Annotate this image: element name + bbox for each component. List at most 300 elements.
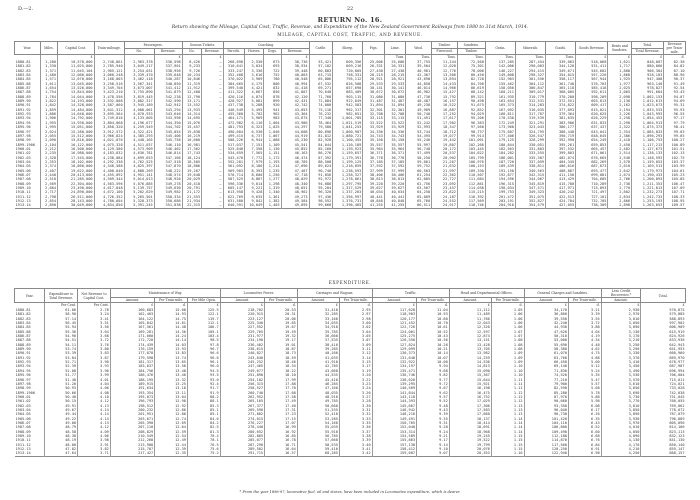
year-cell: 1899-1900 — [15, 142, 35, 147]
table-cell: 386,177 — [546, 125, 576, 129]
table-cell: 324,795 — [515, 130, 545, 134]
table-cell: 9,726 — [182, 69, 201, 73]
table-cell: 114,038 — [457, 186, 485, 190]
table-cell: 10.43 — [417, 334, 450, 338]
table-cell: 1.11 — [491, 378, 524, 382]
table-cell: 1.10 — [491, 373, 524, 377]
table-cell: 57,660 — [297, 438, 339, 442]
table-cell: 1,868 — [608, 73, 632, 77]
table-cell: 585,418 — [576, 86, 608, 90]
table-cell: 78,464 — [309, 121, 333, 125]
table-cell: — — [202, 199, 224, 203]
table-cell: 336,598 — [154, 60, 182, 64]
table-cell: 31,894 — [384, 103, 406, 107]
table-cell: 48,340 — [281, 182, 309, 186]
table-cell: 60,503 — [406, 169, 432, 173]
column-group-header: Sundries. — [457, 42, 485, 49]
table-cell: 1.15 — [491, 438, 524, 442]
table-cell: 55,910 — [297, 430, 339, 434]
table-cell: 413,429 — [546, 177, 576, 181]
table-cell: — — [202, 73, 224, 77]
table-cell: 19.32 — [265, 334, 298, 338]
table-cell: 52.39 — [45, 364, 78, 368]
column-header: Cattle. — [309, 42, 333, 55]
table-cell: 260,740 — [220, 391, 264, 395]
table-cell: 69,140 — [524, 364, 568, 368]
table-cell: 52,410 — [297, 412, 339, 416]
table-cell: 72,560 — [457, 60, 485, 64]
table-cell: 1,088 — [264, 138, 281, 142]
table-cell: 142,006 — [485, 64, 515, 68]
table-cell: 16.57 — [265, 451, 298, 456]
table-cell: 63,507 — [406, 186, 432, 190]
table-cell: 182,563 — [485, 147, 515, 151]
table-cell: 49,273 — [281, 195, 309, 199]
table-cell: 341,412 — [154, 86, 182, 90]
table-cell: 44,858 — [406, 82, 432, 86]
table-cell: 1,242,733 — [632, 195, 664, 199]
table-cell: 129,099 — [372, 347, 416, 351]
table-cell: 17,252 — [432, 112, 458, 116]
table-cell: 17.23 — [265, 412, 298, 416]
table-cell: 21,934 — [182, 199, 201, 203]
table-cell: 2,530 — [245, 60, 264, 64]
table-cell: 35,150 — [363, 138, 385, 142]
table-cell: 95,206 — [457, 116, 485, 120]
table-cell: 624,926 — [641, 334, 686, 338]
table-cell: 4,129,580 — [94, 147, 124, 151]
table-cell: 77,210 — [524, 378, 568, 382]
table-cell: 354,015 — [546, 73, 576, 77]
unit-cell: d. — [155, 303, 188, 309]
table-cell: 922,849 — [333, 99, 363, 103]
table-cell: 1,012,613 — [632, 99, 664, 103]
table-cell: — — [202, 186, 224, 190]
table-cell: 6.26 — [568, 412, 601, 416]
table-cell: 1,235 — [264, 169, 281, 173]
table-cell: 112,180 — [524, 434, 568, 438]
table-cell: 32,708 — [384, 112, 406, 116]
unit-cell: £ — [281, 55, 309, 61]
year-cell: 1909-10 — [15, 433, 31, 438]
table-cell: 9.17 — [417, 438, 450, 442]
table-cell: 392,990 — [546, 138, 576, 142]
table-cell: 108.95 — [664, 199, 686, 203]
table-cell: 4.88 — [568, 356, 601, 360]
table-cell: 90,740 — [309, 169, 333, 173]
table-cell: 31,410 — [297, 308, 339, 312]
table-cell: 2,578 — [608, 160, 632, 164]
table-cell: 201,472 — [485, 195, 515, 199]
table-cell: 19,807 — [432, 143, 458, 147]
table-cell: 96.1 — [187, 360, 220, 364]
table-cell: 56.45 — [45, 321, 78, 325]
table-cell: 1,169,513 — [632, 164, 664, 168]
table-cell: 687,873 — [576, 164, 608, 168]
table-cell: 99.65 — [664, 134, 686, 138]
table-cell: 13.74 — [155, 356, 188, 360]
table-cell: 3.20 — [339, 373, 372, 377]
table-cell: 5.88 — [568, 395, 601, 399]
table-cell: 21,285,000 — [58, 177, 95, 181]
table-cell: 84.2 — [187, 421, 220, 425]
year-cell: 1911-12 — [15, 442, 31, 447]
table-cell: 2,374 — [40, 164, 57, 168]
table-cell: 841,130 — [641, 438, 686, 442]
table-cell: 1,263,653 — [632, 203, 664, 208]
table-cell: 10.21 — [417, 347, 450, 351]
table-cell: 669,216 — [333, 64, 363, 68]
table-cell: 46,285 — [297, 382, 339, 386]
table-cell: 850,140 — [641, 443, 686, 447]
table-cell: 23,092 — [432, 182, 458, 186]
table-cell: 121,452 — [372, 321, 416, 325]
table-cell: 104.61 — [664, 169, 686, 173]
table-cell: 1,621 — [608, 60, 632, 64]
table-cell: 159,687 — [372, 451, 416, 456]
table-cell: 191,634 — [110, 386, 154, 390]
table-cell: 3,530 — [601, 373, 641, 377]
table-cell: 1,337,263 — [333, 190, 363, 194]
table-cell: 176,159 — [110, 347, 154, 351]
table-cell: 1,995 — [40, 125, 57, 129]
table-cell: 3,370 — [601, 356, 641, 360]
table-cell: 417,971 — [546, 186, 576, 190]
table-cell: 145,667 — [372, 404, 416, 408]
table-cell: 9.88 — [417, 369, 450, 373]
table-cell: 12.59 — [155, 430, 188, 434]
table-cell: 15,816,000 — [58, 138, 95, 142]
table-cell: 177,878 — [110, 351, 154, 355]
table-cell: 13.18 — [155, 386, 188, 390]
table-cell: 4,400,840 — [94, 169, 124, 173]
table-cell: 59,752 — [406, 164, 432, 168]
table-cell: 48.79 — [45, 425, 78, 429]
table-cell: 3.39 — [339, 438, 372, 442]
table-cell: 21,997 — [432, 169, 458, 173]
table-cell: 4,448,165 — [124, 138, 154, 142]
table-cell: 196,315 — [485, 182, 515, 186]
table-cell: 351,075 — [515, 195, 545, 199]
table-cell: 340,850 — [154, 82, 182, 86]
table-cell: 3,690 — [601, 391, 641, 395]
table-cell: 1.08 — [491, 343, 524, 347]
table-cell: 5.47 — [568, 378, 601, 382]
table-cell: 43,053 — [281, 108, 309, 112]
table-cell: 94.07 — [664, 95, 686, 99]
table-cell: 192,877 — [485, 173, 515, 177]
table-cell: 10.36 — [417, 338, 450, 342]
table-cell: 1,277 — [264, 177, 281, 181]
table-cell: 287,454 — [515, 60, 545, 64]
table-cell: 155,863 — [372, 438, 416, 442]
table-cell: 78.1 — [187, 438, 220, 442]
column-header: Timber. — [457, 48, 485, 55]
column-group-header: Passengers. — [124, 42, 182, 49]
table-cell: 19.67 — [265, 325, 298, 329]
table-cell: 40,848 — [384, 199, 406, 203]
year-cell: 1908-09 — [15, 181, 31, 186]
table-cell: 12.54 — [155, 434, 188, 438]
table-cell: 102.13 — [664, 151, 686, 155]
table-cell: — — [202, 160, 224, 164]
table-cell: — — [202, 86, 224, 90]
table-cell: 2,386 — [608, 134, 632, 138]
unit-cell: Per Cent. — [45, 303, 78, 309]
table-cell: 344,350 — [154, 121, 182, 125]
table-cell: 2,055 — [40, 134, 57, 138]
table-cell: 5,139,757 — [124, 186, 154, 190]
table-cell: 91.49 — [664, 82, 686, 86]
table-cell: 1,356,997 — [333, 195, 363, 199]
table-cell: 33,160 — [297, 317, 339, 321]
table-cell: 249,677 — [220, 369, 264, 373]
table-cell: 13.83 — [155, 351, 188, 355]
table-cell: 1,151 — [264, 151, 281, 155]
table-cell: 4,210 — [601, 447, 641, 451]
table-cell: 9.48 — [417, 404, 450, 408]
table-cell: 1,067 — [264, 134, 281, 138]
unit-cell: d. — [664, 55, 686, 61]
table-cell: 146,942 — [372, 408, 416, 412]
table-cell: 98.5 — [187, 338, 220, 342]
table-cell: 46,785 — [281, 160, 309, 164]
table-cell: 352,408 — [223, 73, 245, 77]
table-cell: 446,549 — [223, 108, 245, 112]
table-cell: 1.09 — [491, 360, 524, 364]
table-cell: 84.6 — [187, 417, 220, 421]
table-cell: 148,216 — [372, 412, 416, 416]
table-cell: 218,702 — [220, 308, 264, 312]
unit-cell: £ — [601, 303, 641, 309]
table-cell: 62,005 — [406, 177, 432, 181]
table-cell: 5,495 — [245, 108, 264, 112]
table-cell: 868,157 — [641, 451, 686, 456]
unit-cell: d. — [568, 303, 601, 309]
table-cell: 306,847 — [515, 86, 545, 90]
table-cell: 856 — [264, 90, 281, 94]
table-cell: 347,166 — [154, 156, 182, 160]
table-cell: 144,393 — [372, 399, 416, 403]
table-cell: 3.12 — [339, 351, 372, 355]
table-cell: 5,288 — [245, 103, 264, 107]
table-cell: 17,306 — [449, 404, 491, 408]
table-cell: 1,571 — [40, 77, 57, 81]
table-cell: 26,511,000 — [58, 195, 95, 199]
table-cell: 58,380 — [524, 347, 568, 351]
table-cell: 942,583 — [333, 103, 363, 107]
table-cell: 4.12 — [78, 425, 111, 429]
column-header: Net Revenue to Capital Cost. — [78, 289, 111, 303]
table-cell: 3,532,808 — [94, 99, 124, 103]
table-cell: 8,393 — [245, 169, 264, 173]
table-cell: 60,883 — [309, 69, 333, 73]
table-cell: 344,120 — [546, 64, 576, 68]
table-cell: 42,742 — [281, 103, 309, 107]
unit-cell: £ — [154, 55, 182, 61]
table-cell: 10,578,000 — [58, 60, 95, 64]
table-cell: 240,827 — [220, 351, 264, 355]
table-cell: 92,852 — [457, 108, 485, 112]
table-cell: 3,250 — [601, 343, 641, 347]
table-cell: 26,331 — [384, 64, 406, 68]
table-cell: 247,465 — [220, 364, 264, 368]
table-cell: 752 — [264, 73, 281, 77]
table-cell: 65,009 — [406, 195, 432, 199]
table-cell: 10,234 — [182, 73, 201, 77]
table-cell: 14.24 — [155, 334, 188, 338]
table-cell: 1,023,073 — [632, 103, 664, 107]
table-cell: 4,617,848 — [94, 186, 124, 190]
table-cell: 33,929 — [363, 125, 385, 129]
table-cell: 9.72 — [417, 382, 450, 386]
table-cell: 411,322 — [223, 90, 245, 94]
column-header: Horses. — [245, 48, 264, 55]
table-cell: 1,109 — [264, 143, 281, 147]
page-number: 22 — [346, 6, 354, 12]
table-cell: 721,497 — [576, 190, 608, 194]
table-cell: 13,844,000 — [58, 90, 95, 94]
table-cell: 71,830 — [524, 369, 568, 373]
column-header: Revenue per Train-mile. — [664, 42, 686, 55]
table-cell: 52,242 — [406, 121, 432, 125]
table-cell: 3.90 — [78, 360, 111, 364]
table-cell: 17,982 — [432, 121, 458, 125]
table-cell: 10.93 — [417, 312, 450, 316]
column-header: Revenue. — [154, 48, 182, 55]
table-cell: 3.55 — [568, 317, 601, 321]
table-cell: 330,051 — [515, 143, 545, 147]
table-cell: 3.21 — [568, 308, 601, 312]
table-cell: 669,970 — [641, 356, 686, 360]
table-cell: 1.14 — [491, 421, 524, 425]
table-cell: 195,073 — [110, 395, 154, 399]
unit-cell: d. — [339, 303, 372, 309]
table-cell: 983 — [264, 116, 281, 120]
table-cell: 760,055 — [641, 399, 686, 403]
table-cell: 17,545,000 — [58, 156, 95, 160]
table-cell: 1,002,153 — [632, 95, 664, 99]
table-cell: 132,922 — [372, 360, 416, 364]
table-cell: 55,035 — [297, 425, 339, 429]
table-cell: 50,740 — [406, 112, 432, 116]
table-cell: 117,560 — [524, 443, 568, 447]
table-cell: 1,179,391 — [333, 156, 363, 160]
year-cell: 1909-10 — [15, 185, 31, 190]
table-cell: 14.93 — [155, 312, 188, 316]
table-cell: 2,890 — [40, 203, 57, 208]
table-cell: 167,561 — [110, 325, 154, 329]
table-cell: 710,289 — [576, 182, 608, 186]
table-cell: 160,211 — [485, 90, 515, 94]
table-cell: 6.60 — [568, 430, 601, 434]
unit-cell: £ — [632, 55, 664, 61]
table-cell: 20.31 — [265, 312, 298, 316]
table-cell: 1.13 — [491, 412, 524, 416]
table-cell: 3,339,470 — [124, 73, 154, 77]
year-cell: 1881-82 — [15, 64, 31, 69]
table-cell: 4.04 — [78, 382, 111, 386]
table-cell: 39,448 — [281, 69, 309, 73]
table-cell: 4,825,397 — [124, 164, 154, 168]
table-cell: 41,910 — [297, 360, 339, 364]
year-cell: 1882-83 — [15, 68, 31, 73]
table-cell: 100.89 — [664, 143, 686, 147]
table-cell: 58.90 — [45, 312, 78, 316]
table-cell: 1,340 — [264, 190, 281, 194]
table-cell: 65,806 — [309, 77, 333, 81]
table-cell: 347,571 — [515, 186, 545, 190]
table-cell: — — [202, 90, 224, 94]
table-cell: 203,191 — [485, 199, 515, 203]
table-cell: 13.48 — [155, 369, 188, 373]
table-cell: 920 — [264, 103, 281, 107]
table-cell: 74,520 — [524, 373, 568, 377]
table-cell: 3,890 — [601, 412, 641, 416]
table-cell: 704,685 — [576, 177, 608, 181]
table-cell: 42,240 — [524, 321, 568, 325]
table-cell: 1,120,189 — [333, 143, 363, 147]
table-cell: 3.09 — [339, 343, 372, 347]
table-cell: 35,964 — [363, 147, 385, 151]
table-cell: 597,902 — [641, 321, 686, 325]
table-cell: 85.1 — [187, 408, 220, 412]
table-cell: 204,910 — [485, 203, 515, 208]
table-cell: 640,391 — [223, 203, 245, 208]
table-cell: — — [202, 99, 224, 103]
table-cell: 578,714 — [223, 173, 245, 177]
table-cell: 557,226 — [576, 73, 608, 77]
table-cell: 643,041 — [576, 130, 608, 134]
table-cell: 337,059 — [515, 160, 545, 164]
unit-cell: Tons. — [457, 55, 485, 61]
table-cell: 6,323 — [245, 125, 264, 129]
table-cell: 66,511 — [406, 203, 432, 208]
table-cell: 316,035 — [515, 108, 545, 112]
table-cell: 165,842 — [110, 321, 154, 325]
table-cell: 1,064,913 — [632, 121, 664, 125]
table-cell: 41,418 — [281, 86, 309, 90]
table-cell: 323,043 — [515, 125, 545, 129]
table-cell: 5.68 — [568, 386, 601, 390]
year-cell: 1908-09 — [15, 429, 31, 434]
table-cell: 1,319 — [264, 186, 281, 190]
column-header: Amount. — [524, 298, 568, 303]
table-cell: 179,598 — [110, 356, 154, 360]
table-cell: 58,535 — [297, 443, 339, 447]
table-cell: 3,010 — [601, 317, 641, 321]
table-cell: 18,712 — [432, 130, 458, 134]
table-cell: 18,968 — [449, 430, 491, 434]
table-cell: 9.82 — [417, 373, 450, 377]
table-cell: 349,630 — [154, 186, 182, 190]
table-cell: 48,651 — [281, 186, 309, 190]
table-cell: 3,050 — [601, 321, 641, 325]
table-cell: 4.14 — [78, 408, 111, 412]
table-cell: 17.88 — [265, 382, 298, 386]
table-cell: 411,158 — [546, 173, 576, 177]
year-cell: 1898-99 — [15, 138, 31, 143]
table-cell: 96,320 — [309, 190, 333, 194]
table-cell: 44,919 — [281, 134, 309, 138]
table-cell: 177,406 — [485, 134, 515, 138]
table-cell: 40,034 — [363, 190, 385, 194]
table-cell: 1,085,833 — [632, 130, 664, 134]
table-cell: 27,430 — [384, 69, 406, 73]
table-cell: 93.5 — [187, 373, 220, 377]
table-cell: 402,074 — [546, 156, 576, 160]
table-cell: — — [202, 143, 224, 147]
